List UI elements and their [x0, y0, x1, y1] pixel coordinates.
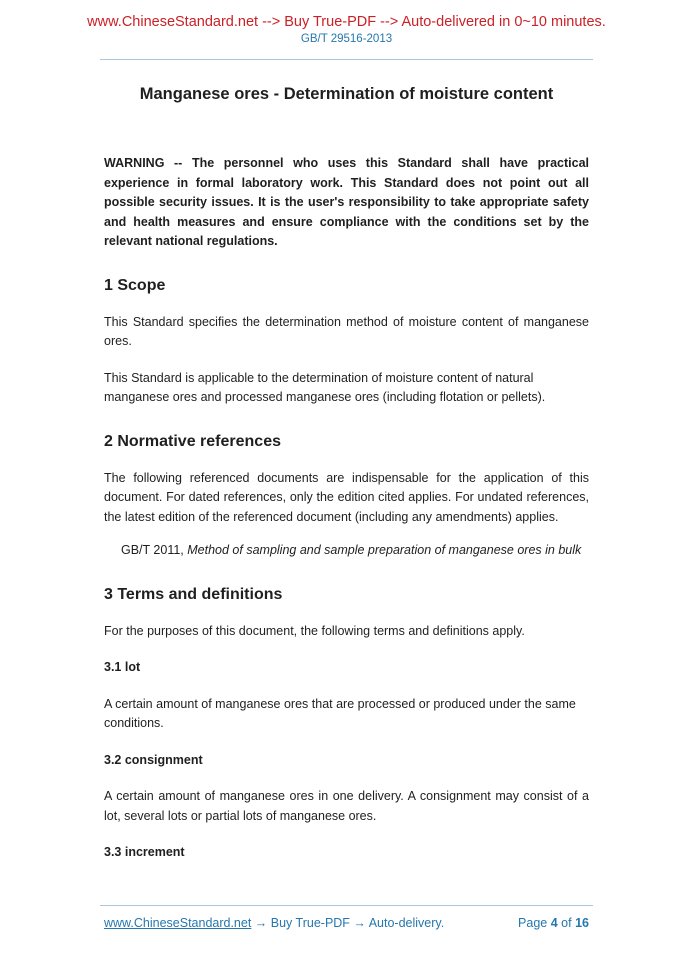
scope-paragraph-1: This Standard specifies the determination method of moisture content of manganese ores. — [104, 314, 589, 348]
scope-paragraph-2: This Standard is applicable to the determination of moisture content of natural manganese ores and processed manganese ores (including flotation or pellets). — [104, 370, 546, 404]
term-3-1-label: 3.1 lot — [104, 660, 141, 674]
standard-code: GB/T 29516-2013 — [300, 33, 393, 45]
header-promo-link[interactable]: www.ChineseStandard.net --> Buy True-PDF --> Auto-delivered in 0~10 minutes. — [87, 14, 606, 30]
page-of-label: of — [561, 916, 572, 930]
normative-reference-entry — [121, 541, 583, 561]
term-3-2-label: 3.2 consignment — [104, 752, 203, 767]
page-current-number: 4 — [550, 916, 558, 930]
term-3-2-definition: A certain amount of manganese ores in one delivery. A consignment may consist of a lot, several lots or partial lots of manganese ores. — [104, 789, 589, 823]
warning-paragraph: WARNING -- The personnel who uses this Standard shall have practical experience in formal laboratory work. This Standard does not point out all possible security issues. It is the user's responsibility to take appropriate safety and health measures and ensure compliance with the conditions set by the relevant national regulations. — [104, 156, 589, 248]
document-title: Manganese ores - Determination of moisture content — [139, 85, 554, 103]
page-total-number: 16 — [575, 916, 589, 930]
document-body — [104, 84, 589, 863]
section-heading-normative-references: 2 Normative references — [104, 432, 281, 450]
footer-site-link[interactable]: www.ChineseStandard.net — [104, 916, 252, 930]
page-label: Page — [518, 916, 548, 930]
normative-references-paragraph: The following referenced documents are indispensable for the application of this document. For dated references, only the edition cited applies. For undated references, the latest edition of the referenced document (including any amendments) applies. — [104, 470, 589, 524]
reference-code: GB/T 2011, — [121, 543, 184, 557]
term-3-1-definition: A certain amount of manganese ores that are processed or produced under the same conditions. — [104, 696, 576, 730]
terms-intro-paragraph: For the purposes of this document, the following terms and definitions apply. — [104, 623, 525, 638]
term-3-3-label: 3.3 increment — [104, 845, 185, 859]
footer-promo — [104, 914, 444, 932]
section-heading-terms-definitions: 3 Terms and definitions — [104, 585, 283, 603]
page-footer — [104, 914, 589, 932]
header-divider — [100, 59, 593, 60]
footer-promo-text: → Buy True-PDF → Auto-delivery. — [251, 916, 445, 930]
section-heading-scope: 1 Scope — [104, 276, 166, 294]
footer-divider — [100, 905, 593, 906]
page-header — [0, 0, 693, 60]
reference-title: Method of sampling and sample preparation of manganese ores in bulk — [187, 543, 582, 557]
page-indicator — [518, 914, 589, 932]
